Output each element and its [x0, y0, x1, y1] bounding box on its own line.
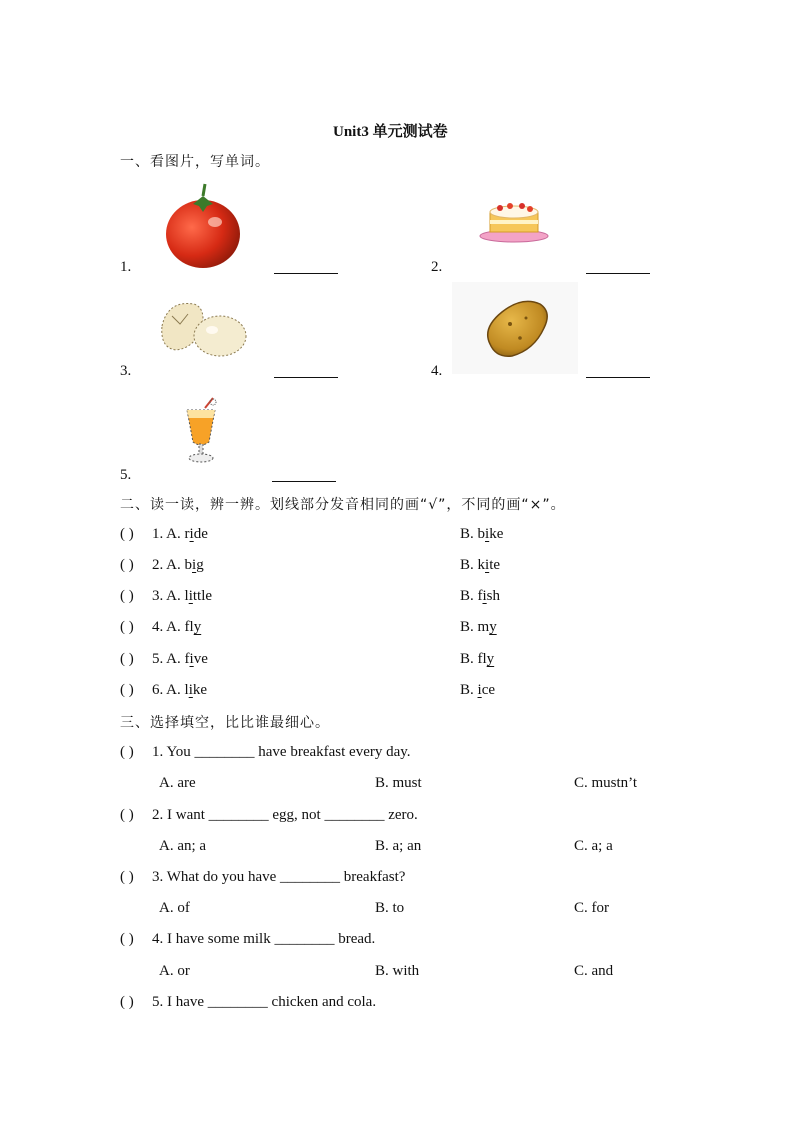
question-text: 2. I want ________ egg, not ________ zero.	[152, 807, 418, 823]
question-item-a	[152, 526, 208, 543]
word-part: ke	[489, 526, 504, 542]
option-a: A. an; a	[159, 838, 207, 854]
tomato-image	[163, 182, 243, 270]
item-number: 5.	[120, 467, 132, 483]
question-number: 3. A.	[152, 588, 181, 604]
option-b: B. a; an	[375, 838, 422, 854]
eggs-image	[158, 298, 248, 360]
word-part: B. m	[460, 619, 490, 635]
question-text: 1. You ________ have breakfast every day.	[152, 744, 411, 760]
option-c: C. for	[574, 900, 609, 916]
question-text: 5. I have ________ chicken and cola.	[152, 994, 377, 1010]
answer-paren[interactable]: ( )	[120, 588, 134, 604]
answer-paren[interactable]: ( )	[120, 994, 134, 1010]
answer-paren[interactable]: ( )	[120, 682, 134, 698]
underlined-letter: i	[477, 682, 482, 698]
underlined-letter: i	[189, 651, 194, 667]
underlined-letter: y	[486, 651, 495, 667]
underlined-letter: i	[188, 682, 193, 698]
underlined-letter: y	[489, 619, 497, 635]
word-part: de	[193, 526, 208, 542]
underlined-letter: i	[188, 588, 193, 604]
answer-paren[interactable]: ( )	[120, 807, 134, 823]
answer-blank[interactable]	[274, 363, 338, 378]
option-a: A. or	[159, 963, 190, 979]
word-part: r	[184, 526, 190, 542]
answer-paren[interactable]: ( )	[120, 557, 134, 573]
question-item-a	[152, 619, 201, 636]
answer-paren[interactable]: ( )	[120, 869, 134, 885]
question-number: 6. A.	[152, 682, 181, 698]
question-number: 4. A.	[152, 619, 181, 635]
answer-paren[interactable]: ( )	[120, 651, 134, 667]
word-part: B. fl	[460, 651, 487, 667]
answer-blank[interactable]	[586, 259, 650, 274]
option-a: A. are	[159, 775, 196, 791]
word-part: B. k	[460, 557, 486, 573]
word-part: l	[184, 682, 189, 698]
option-b: B. must	[375, 775, 422, 791]
question-item-b	[460, 526, 503, 543]
word-part: te	[489, 557, 501, 573]
question-item-a	[152, 557, 204, 574]
question-item-b	[460, 619, 497, 636]
question-item-b	[460, 682, 495, 699]
question-item-a	[152, 588, 212, 605]
word-part: g	[196, 557, 204, 573]
section1-heading: 一、看图片，写单词。	[120, 154, 270, 170]
answer-paren[interactable]: ( )	[120, 619, 134, 635]
question-text: 3. What do you have ________ breakfast?	[152, 869, 406, 885]
question-item-a	[152, 651, 208, 668]
option-c: C. and	[574, 963, 614, 979]
word-part: b	[184, 557, 193, 573]
word-part: ke	[192, 682, 208, 698]
word-part: B. b	[460, 526, 486, 542]
juice-image	[179, 396, 223, 466]
word-part: ce	[481, 682, 496, 698]
option-c: C. mustn’t	[574, 775, 638, 791]
section3-heading: 三、选择填空，比比谁最细心。	[120, 715, 330, 731]
word-part: ve	[193, 651, 208, 667]
question-item-a	[152, 682, 207, 699]
underlined-letter: i	[189, 526, 194, 542]
section2-heading: 二、读一读，辨一辨。划线部分发音相同的画“√”，不同的画“×”。	[120, 497, 566, 513]
underlined-letter: i	[485, 557, 490, 573]
item-number: 4.	[431, 363, 443, 379]
question-text: 4. I have some milk ________ bread.	[152, 931, 376, 947]
word-part: ttle	[192, 588, 213, 604]
answer-paren[interactable]: ( )	[120, 526, 134, 542]
question-item-b	[460, 651, 494, 668]
option-b: B. to	[375, 900, 405, 916]
word-part: l	[184, 588, 189, 604]
item-number: 1.	[120, 259, 132, 275]
item-number: 3.	[120, 363, 132, 379]
question-number: 2. A.	[152, 557, 181, 573]
page-title: Unit3 单元测试卷	[333, 124, 448, 140]
question-item-b	[460, 588, 500, 605]
answer-blank[interactable]	[274, 259, 338, 274]
word-part: fl	[184, 619, 194, 635]
question-item-b	[460, 557, 500, 574]
potato-image	[482, 298, 552, 360]
option-a: A. of	[159, 900, 190, 916]
underlined-letter: i	[482, 588, 487, 604]
word-part: B. f	[460, 588, 483, 604]
answer-paren[interactable]: ( )	[120, 931, 134, 947]
answer-blank[interactable]	[586, 363, 650, 378]
underlined-letter: i	[485, 526, 490, 542]
answer-blank[interactable]	[272, 467, 336, 482]
cake-image	[478, 184, 550, 246]
option-c: C. a; a	[574, 838, 613, 854]
answer-paren[interactable]: ( )	[120, 744, 134, 760]
question-number: 1. A.	[152, 526, 181, 542]
option-b: B. with	[375, 963, 420, 979]
word-part: f	[184, 651, 190, 667]
question-number: 5. A.	[152, 651, 181, 667]
item-number: 2.	[431, 259, 443, 275]
word-part: B.	[460, 682, 478, 698]
underlined-letter: i	[192, 557, 197, 573]
word-part: sh	[486, 588, 501, 604]
underlined-letter: y	[193, 619, 202, 635]
